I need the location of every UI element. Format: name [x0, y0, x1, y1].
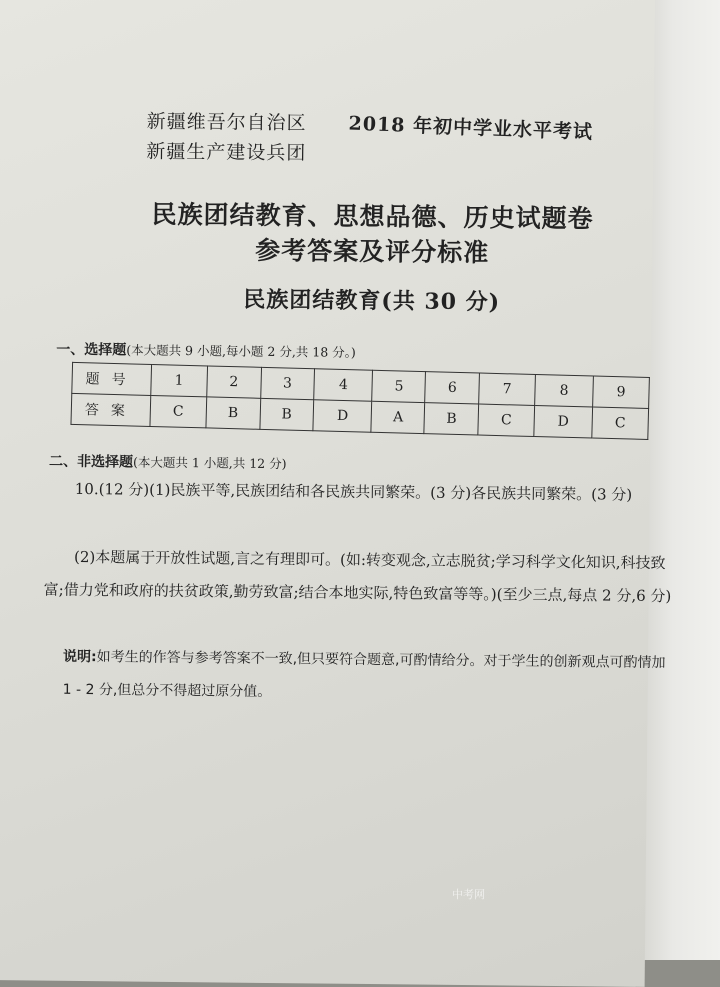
- answer-cell: B: [259, 398, 314, 430]
- q10-part-2: (2)本题属于开放性试题,言之有理即可。(如:转变观念,立志脱贫;学习科学文化知识,科技致富;借力党和政府的扶贫政策,勤劳致富;结合本地实际,特色致富等等。)(至少三点,每点 2 分,6 分): [43, 547, 672, 606]
- section-1-label: 一、选择题: [56, 341, 127, 359]
- question-number: 8: [535, 375, 594, 408]
- region-header: [146, 107, 337, 169]
- question-number: 3: [260, 367, 315, 399]
- region-line-2: 新疆生产建设兵团: [146, 140, 307, 165]
- question-number: 5: [372, 370, 426, 402]
- watermark: 中考网: [452, 888, 485, 901]
- answer-header: 答案: [71, 393, 151, 426]
- answer-cell: C: [592, 407, 649, 439]
- answer-cell: A: [371, 401, 425, 433]
- answer-cell: B: [206, 397, 261, 429]
- subject-title: 民族团结教育(共 30 分): [243, 286, 501, 316]
- q10-part-1: 10.(12 分)(1)民族平等,民族团结和各民族共同繁荣。(3 分)各民族共同繁荣。(3 分): [74, 479, 633, 504]
- section-2-heading: [49, 451, 287, 473]
- question-number: 9: [593, 376, 650, 408]
- section-2-label: 二、非选择题: [48, 453, 134, 471]
- section-1-note: (本大题共 9 小题,每小题 2 分,共 18 分。): [126, 342, 356, 360]
- question-number: 6: [425, 372, 480, 404]
- sub-title: 参考答案及评分标准: [255, 235, 490, 268]
- answer-cell: C: [150, 395, 207, 427]
- answer-cell: D: [313, 400, 372, 433]
- grading-note-label: 说明:: [62, 648, 97, 666]
- answer-table: [70, 362, 649, 440]
- answer-cell: B: [424, 403, 479, 435]
- section-1-heading: [56, 339, 356, 362]
- section-2-note: (本大题共 1 小题,共 12 分): [132, 454, 287, 472]
- exam-title: 2018 年初中学业水平考试: [348, 112, 594, 144]
- question-number: 4: [314, 369, 373, 402]
- grading-note-text: 如考生的作答与参考答案不一致,但只要符合题意,可酌情给分。对于学生的创新观点可酌情加 1 - 2 分,但总分不得超过原分值。: [62, 649, 666, 700]
- region-line-1: 新疆维吾尔自治区: [146, 110, 307, 135]
- question-number: 7: [479, 373, 536, 405]
- main-title: 民族团结教育、思想品德、历史试题卷: [151, 199, 594, 234]
- grading-note: [62, 641, 675, 713]
- question-number: 1: [151, 364, 208, 396]
- question-number: 2: [207, 366, 262, 398]
- answer-cell: D: [534, 406, 593, 439]
- answer-cell: C: [478, 404, 535, 436]
- question-header: 题号: [72, 362, 152, 395]
